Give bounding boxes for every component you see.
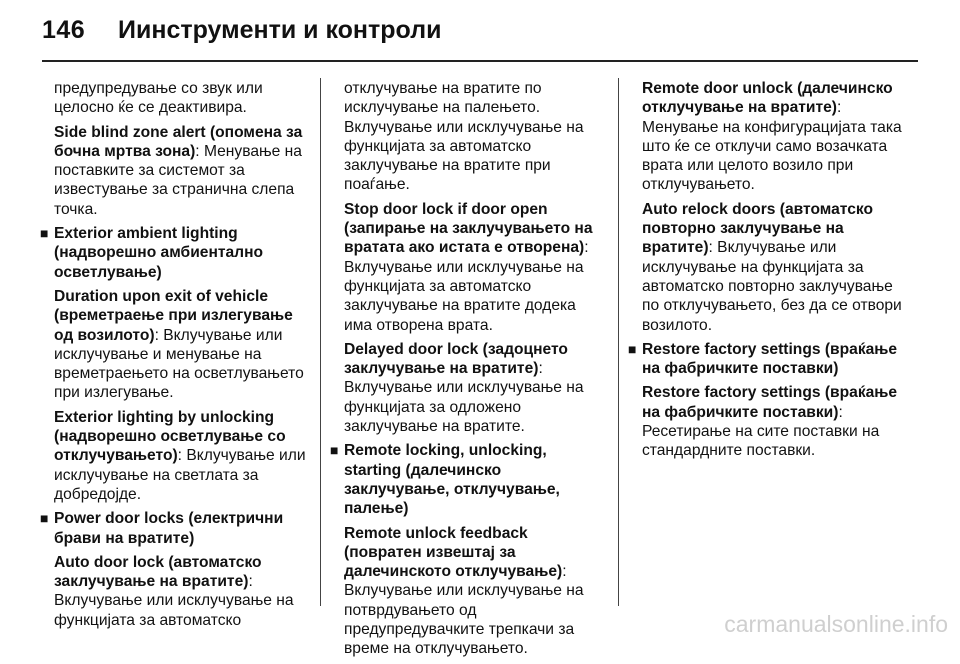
paragraph: [40, 287, 312, 403]
column-divider: [618, 78, 619, 606]
paragraph: [628, 79, 908, 195]
page-number: 146: [42, 16, 86, 44]
watermark: carmanualsonline.info: [724, 611, 948, 637]
setting-name: Duration upon exit of vehicle (времетраење при излегување од возилото): [54, 287, 293, 344]
bullet-item: [40, 224, 312, 282]
setting-name: Delayed door lock (задоцнето заклучување на вратите): [344, 340, 568, 378]
paragraph: [40, 553, 312, 630]
setting-name: Exterior lighting by unlocking (надворешно осветлување со отклучувањето): [54, 408, 286, 465]
paragraph: [628, 200, 908, 335]
setting-name: Side blind zone alert (опомена за бочна мртва зона): [54, 123, 303, 160]
bullet-icon: ■: [40, 510, 49, 527]
bullet-label: Power door locks (електрични брави на вратите): [54, 510, 284, 547]
page-header: [0, 0, 960, 66]
setting-description: : Вклучување или исклучување на потврдувањето од предупредувачките трепкачи за време на отклучувањето.: [344, 563, 584, 658]
setting-description: : Вклучување или исклучување на функцијата за одложено заклучување на вратите.: [344, 360, 584, 436]
paragraph: [628, 383, 908, 460]
bullet-icon: ■: [40, 225, 49, 242]
column-1: [40, 79, 312, 635]
bullet-icon: ■: [628, 340, 637, 357]
setting-name: Auto relock doors (автоматско повторно заклучување на вратите): [642, 200, 873, 257]
paragraph: [330, 524, 606, 659]
setting-description: : Менување на конфигурацијата така што ќе се отклучи само возачката врата или целото возило при отклучувањето.: [642, 99, 902, 194]
setting-description: : Вклучување или исклучување на функцијата за автоматско заклучување на вратите додека има отворена врата.: [344, 239, 589, 334]
header-rule: [42, 60, 918, 62]
paragraph: предупредување со звук или целосно ќе се деактивира.: [54, 80, 263, 117]
bullet-item: [628, 340, 908, 379]
bullet-item: [40, 509, 312, 548]
setting-name: Remote door unlock (далечинско отклучување на вратите): [642, 80, 893, 117]
paragraph: [330, 200, 606, 335]
paragraph: [40, 408, 312, 504]
bullet-label: Restore factory settings (враќање на фабричките поставки): [642, 340, 898, 378]
setting-description: : Вклучување или исклучување на светлата за добредојде.: [54, 447, 306, 503]
page-title: Иинструменти и контроли: [118, 16, 442, 44]
setting-description: : Вклучување или исклучување на функцијата за автоматско повторно заклучување по отклучувањето, без да се отвори возилото.: [642, 239, 902, 334]
bullet-label: Exterior ambient lighting (надворешно амбиентално осветлување): [54, 225, 264, 281]
setting-description: : Менување на поставките за системот за известување за странична слепа точка.: [54, 142, 302, 218]
setting-name: Restore factory settings (враќање на фабричките поставки): [642, 384, 898, 421]
setting-name: Remote unlock feedback (повратен извештај за далечинското отклучување): [344, 524, 563, 581]
setting-description: : Ресетирање на сите поставки на стандардните поставки.: [642, 403, 880, 460]
setting-name: Auto door lock (автоматско заклучување на вратите): [54, 553, 262, 591]
bullet-icon: ■: [330, 442, 339, 459]
column-2: [330, 79, 606, 664]
setting-description: : Вклучување или исклучување и менување на времетраењето на осветлувањето при излегување.: [54, 326, 304, 402]
paragraph: [330, 340, 606, 436]
bullet-label: Remote locking, unlocking, starting (далечинско заклучување, отклучување, палење): [344, 442, 560, 518]
setting-name: Stop door lock if door open (запирање на заклучувањето на вратата ако истата е отворена): [344, 200, 593, 257]
setting-description: : Вклучување или исклучување на функцијата за автоматско: [54, 573, 294, 629]
paragraph: отклучување на вратите по исклучување на палењето. Вклучување или исклучување на функцијата за автоматско заклучување на вратите при поаѓање.: [344, 80, 584, 194]
column-divider: [320, 78, 321, 606]
bullet-item: [330, 441, 606, 518]
paragraph: [40, 123, 312, 219]
column-3: [628, 79, 908, 466]
